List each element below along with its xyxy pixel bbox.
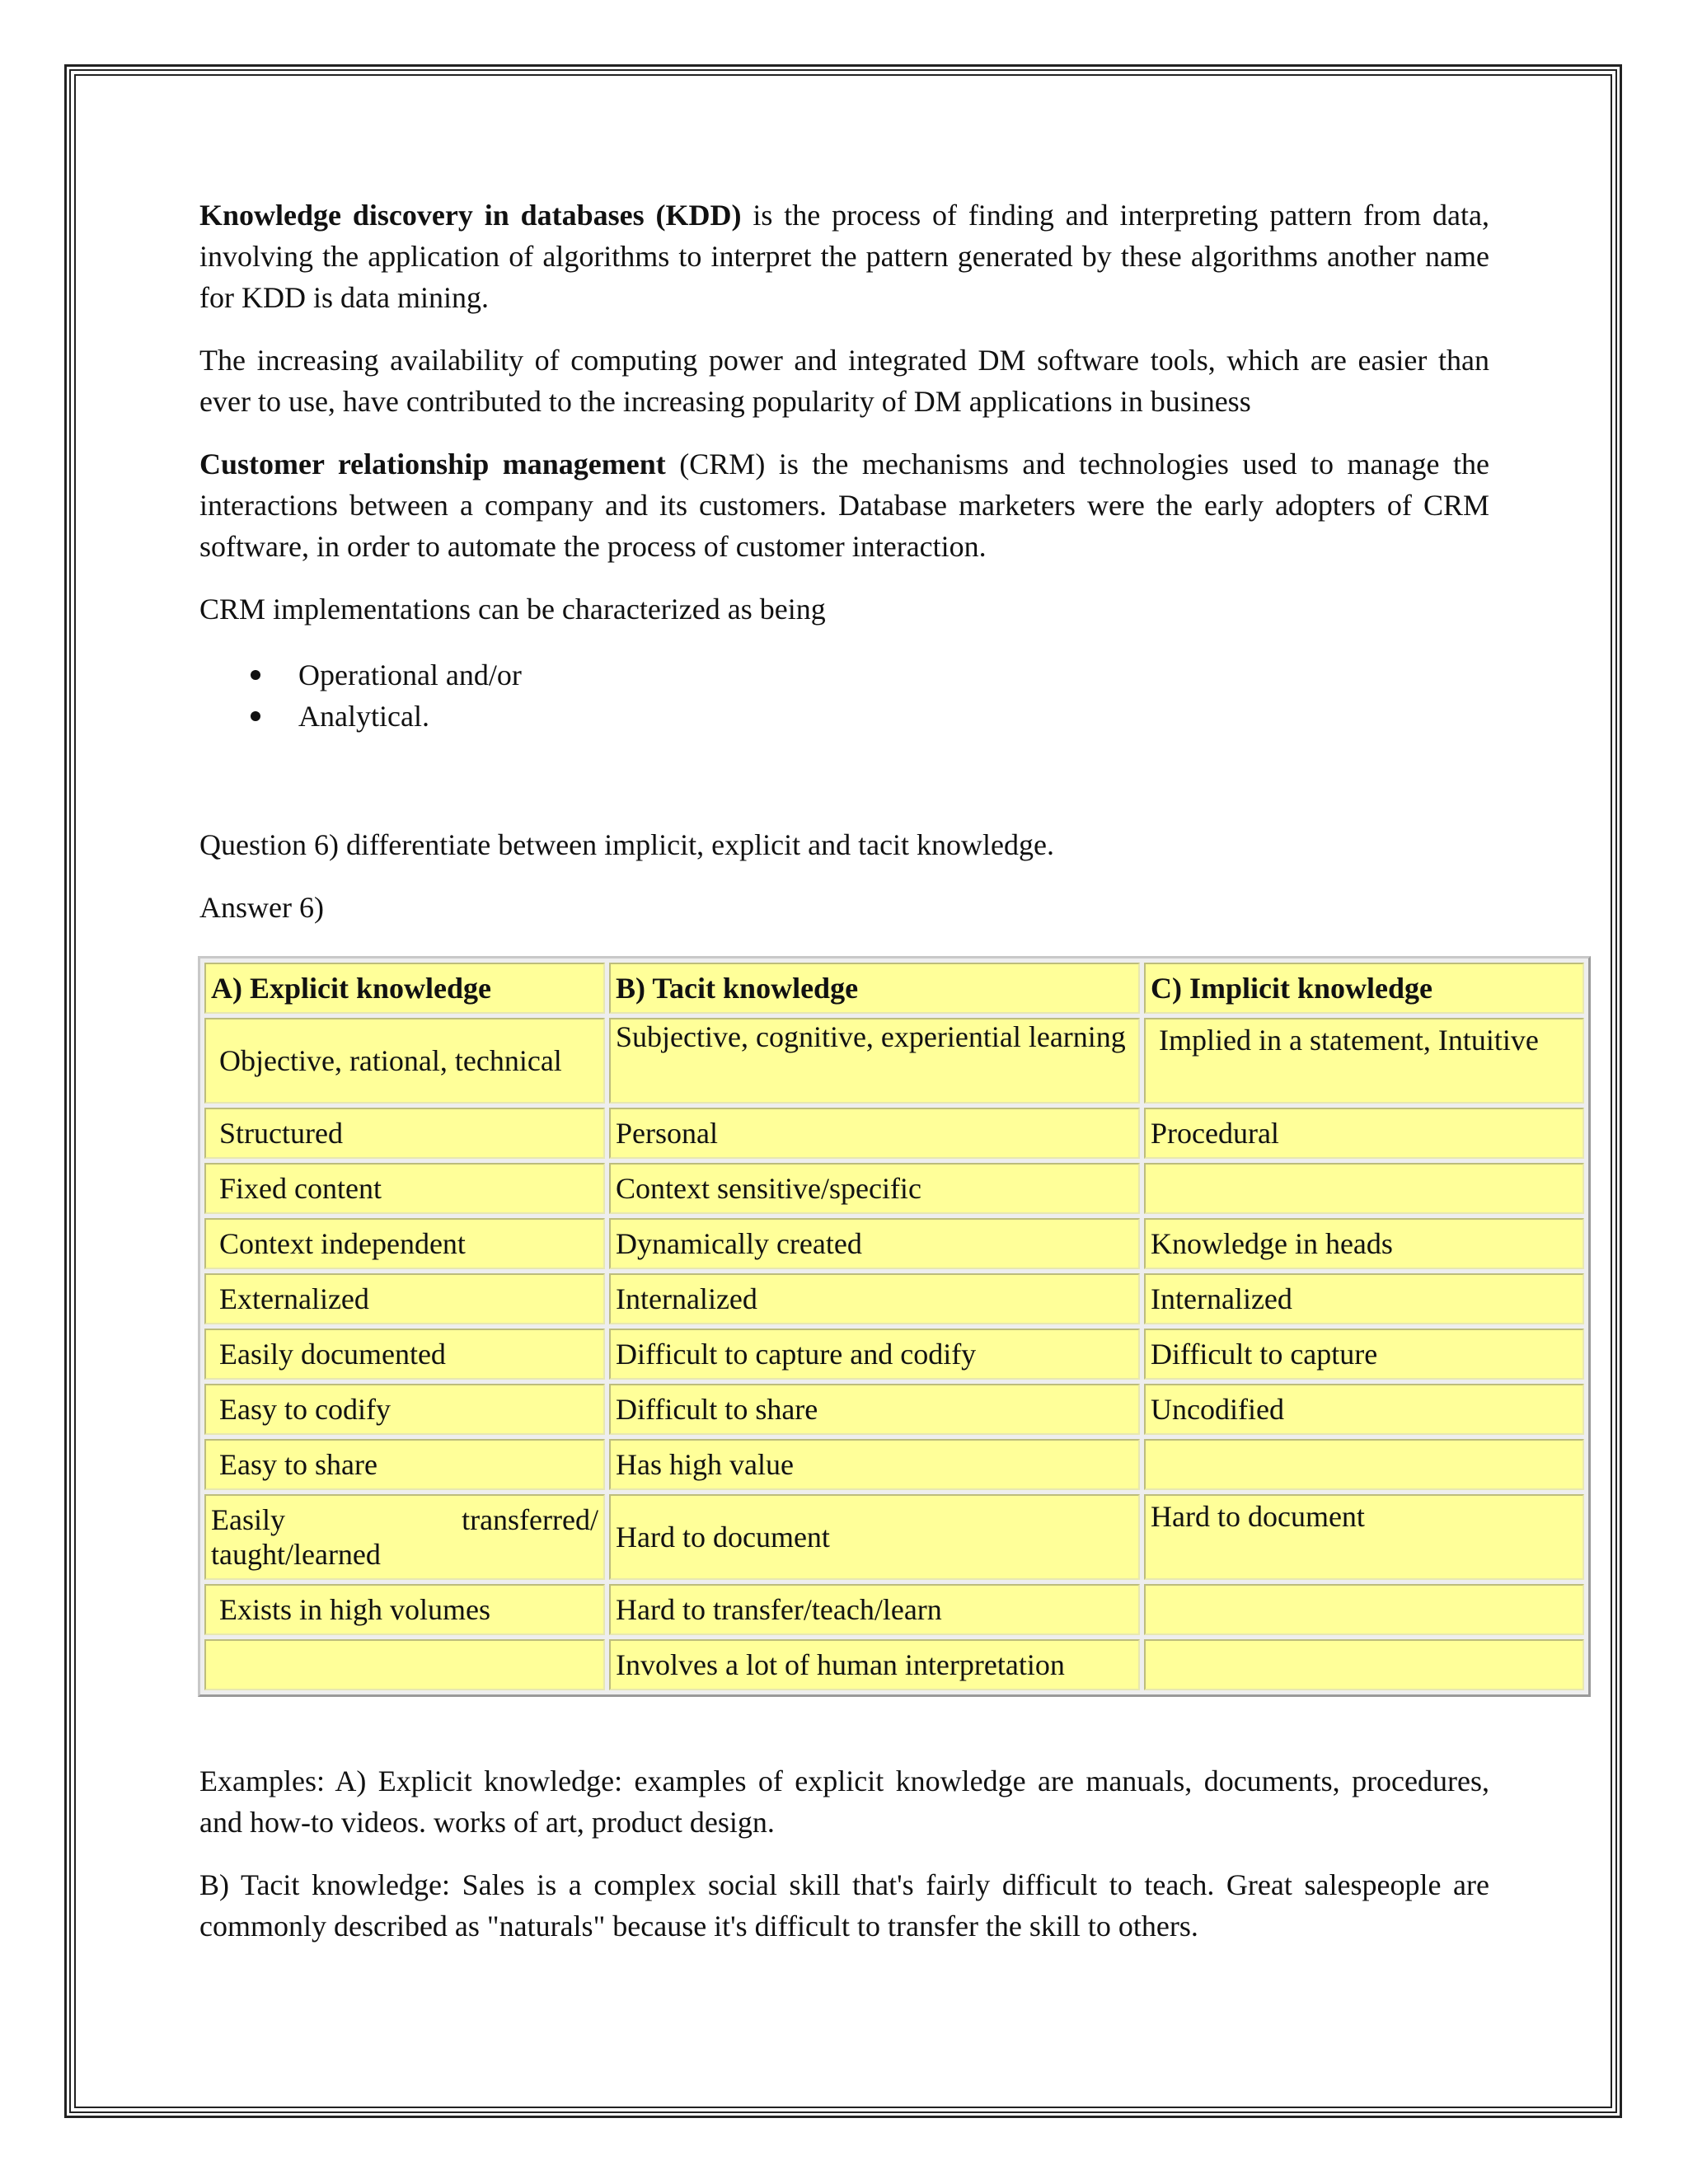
table-row bbox=[204, 1439, 1584, 1490]
table-cell: Easily documented bbox=[204, 1329, 605, 1380]
table-cell: Uncodified bbox=[1144, 1384, 1584, 1435]
kdd-term: Knowledge discovery in databases (KDD) bbox=[199, 199, 742, 232]
table-row bbox=[204, 1273, 1584, 1324]
header-tacit: B) Tacit knowledge bbox=[609, 963, 1140, 1014]
table-cell: Context independent bbox=[204, 1218, 605, 1269]
table-cell: Internalized bbox=[1144, 1273, 1584, 1324]
table-cell: Hard to transfer/teach/learn bbox=[609, 1584, 1140, 1635]
table-row bbox=[204, 1329, 1584, 1380]
intro-section bbox=[199, 194, 1489, 949]
table-header-row bbox=[204, 963, 1584, 1014]
header-implicit: C) Implicit knowledge bbox=[1144, 963, 1584, 1014]
table-cell bbox=[204, 1639, 605, 1690]
table-cell: Hard to document bbox=[609, 1494, 1140, 1580]
table-cell bbox=[1144, 1584, 1584, 1635]
kdd-text: is the process of finding and interpreting pattern from data, involving the application of algorithms to interpret the pattern generated by these algorithms another name for KDD is data mining. bbox=[199, 199, 1489, 314]
table-cell bbox=[609, 1018, 1140, 1104]
bullet-item: Operational and/or bbox=[199, 654, 1489, 696]
question-text: Question 6) differentiate between implicit, explicit and tacit knowledge. bbox=[199, 828, 1055, 861]
header-explicit: A) Explicit knowledge bbox=[204, 963, 605, 1014]
table-cell: Easy to share bbox=[204, 1439, 605, 1490]
table-row bbox=[204, 1384, 1584, 1435]
bullet-item: Analytical. bbox=[199, 696, 1489, 737]
table-cell: Implied in a statement, Intuitive bbox=[1144, 1018, 1584, 1104]
table-cell: Personal bbox=[609, 1108, 1140, 1159]
table-cell bbox=[204, 1494, 605, 1580]
table-row bbox=[204, 1163, 1584, 1214]
table-cell-text: Subjective, cognitive, experiential learning bbox=[616, 1020, 1126, 1053]
table-cell bbox=[1144, 1639, 1584, 1690]
crm-text: (CRM) is the mechanisms and technologies used to manage the interactions between a company and its customers. Database marketers were the early adopters of CRM software, in order to automate the process of customer interaction. bbox=[199, 448, 1489, 563]
table-row bbox=[204, 1108, 1584, 1159]
table-cell: Knowledge in heads bbox=[1144, 1218, 1584, 1269]
crm-term: Customer relationship management bbox=[199, 448, 666, 480]
table-cell bbox=[1144, 1163, 1584, 1214]
table-cell: Internalized bbox=[609, 1273, 1140, 1324]
table-cell: Difficult to capture and codify bbox=[609, 1329, 1140, 1380]
table-row bbox=[204, 1639, 1584, 1690]
table-cell: Difficult to share bbox=[609, 1384, 1140, 1435]
crm-bullet-list bbox=[199, 654, 1489, 737]
answer-label: Answer 6) bbox=[199, 891, 324, 924]
table-cell: Externalized bbox=[204, 1273, 605, 1324]
table-row bbox=[204, 1218, 1584, 1269]
table-row bbox=[204, 1018, 1584, 1104]
availability-paragraph: The increasing availability of computing power and integrated DM software tools, which are easier than ever to use, have contributed to the increasing popularity of DM applications in business bbox=[199, 344, 1489, 418]
table-row bbox=[204, 1584, 1584, 1635]
table-cell: Fixed content bbox=[204, 1163, 605, 1214]
table-cell: Hard to document bbox=[1144, 1494, 1584, 1580]
explicit-example-paragraph: Examples: A) Explicit knowledge: examples of explicit knowledge are manuals, documents, procedures, and how-to videos. works of art, product design. bbox=[199, 1765, 1489, 1839]
table-cell: Easy to codify bbox=[204, 1384, 605, 1435]
table-cell-text: Easily transferred/ taught/learned bbox=[211, 1503, 598, 1571]
table-cell: Involves a lot of human interpretation bbox=[609, 1639, 1140, 1690]
table-cell bbox=[1144, 1439, 1584, 1490]
knowledge-comparison-table bbox=[198, 956, 1591, 1697]
tacit-example-paragraph: B) Tacit knowledge: Sales is a complex social skill that's fairly difficult to teach. Great salespeople are commonly described as "naturals" because it's difficult to transfer the skill to others. bbox=[199, 1868, 1489, 1943]
crm-implementation-paragraph: CRM implementations can be characterized as being bbox=[199, 593, 826, 626]
table-cell: Has high value bbox=[609, 1439, 1140, 1490]
table-cell: Structured bbox=[204, 1108, 605, 1159]
table-cell: Objective, rational, technical bbox=[204, 1018, 605, 1104]
table-cell: Procedural bbox=[1144, 1108, 1584, 1159]
table-cell: Dynamically created bbox=[609, 1218, 1140, 1269]
crm-paragraph bbox=[199, 443, 1489, 567]
table-cell: Exists in high volumes bbox=[204, 1584, 605, 1635]
kdd-paragraph bbox=[199, 194, 1489, 318]
examples-section bbox=[199, 1760, 1489, 1968]
table-cell: Difficult to capture bbox=[1144, 1329, 1584, 1380]
table-row bbox=[204, 1494, 1584, 1580]
table-cell: Context sensitive/specific bbox=[609, 1163, 1140, 1214]
